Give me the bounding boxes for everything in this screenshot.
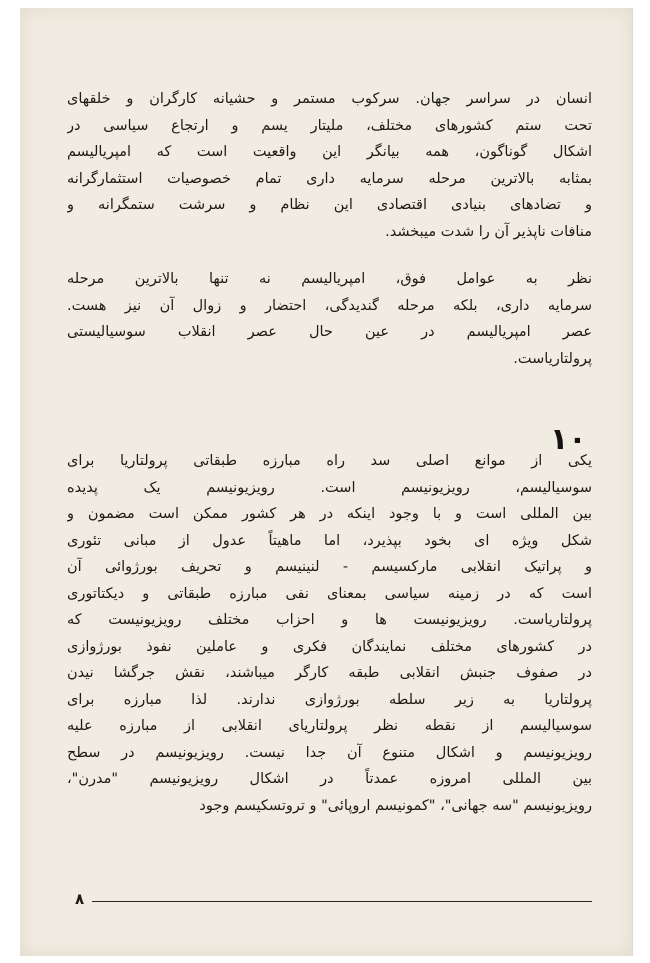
text-line: پرولتاریاست. رویزیونیست ها و احزاب مختلف رویزیونیست که — [67, 612, 592, 628]
section-number: ۱۰ — [550, 422, 587, 457]
paragraph-imperialism-highest-stage — [67, 266, 592, 372]
text-line: بمثابه بالاترین مرحله سرمایه داری تمام خصوصیات استثمارگرانه — [67, 170, 592, 187]
text-line: سوسیالیسم، رویزیونیسم است. رویزیونیسم یک پدیده — [67, 479, 592, 496]
text-line: تحت ستم کشورهای مختلف، ملیتار یسم و ارتجاع سیاسی در — [67, 117, 592, 134]
text-line: و پراتیک انقلابی مارکسیسم - لنینیسم و تحریف بورژوائی آن — [67, 559, 592, 575]
text-line: نظر به عوامل فوق، امپریالیسم نه تنها بالاترین مرحله — [67, 271, 592, 287]
paragraph-imperialism-exploitation — [67, 86, 592, 245]
text-line: انسان در سراسر جهان. سرکوب مستمر و حشیانه کارگران و خلقهای — [67, 91, 592, 107]
text-line: است که در زمینه سیاسی بمعنای نفی مبارزه طبقاتی و دیکتاتوری — [67, 585, 592, 602]
book-page — [20, 8, 633, 956]
text-line: پرولتاریا به زیر سلطه بورژوازی ندارند. لذا مبارزه برای — [67, 691, 592, 708]
paragraph-revisionism — [67, 448, 592, 819]
text-line: در صفوف جنبش انقلابی طبقه کارگر میباشند، نقش جرگشا نیدن — [67, 665, 592, 681]
text-line: بین المللی امروزه عمدتاً در اشکال رویزیونیسم "مدرن"، — [67, 771, 592, 787]
text-line: در کشورهای مختلف نمایندگان فکری و عاملین نفوذ بورژوازی — [67, 638, 592, 655]
text-line: منافات ناپذیر آن را شدت میبخشد. — [385, 223, 592, 240]
text-line: یکی از موانع اصلی سد راه مبارزه طبقاتی پرولتاریا برای — [67, 453, 592, 469]
text-line: رویزیونیسم و اشکال متنوع آن جدا نیست. رویزیونیسم در سطح — [67, 744, 592, 761]
text-line: اشکال گوناگون، همه بیانگر این واقعیت است که امپریالیسم — [67, 144, 592, 160]
text-line: رویزیونیسم "سه جهانی"، "کمونیسم اروپائی" و تروتسکیسم وجود — [199, 797, 592, 814]
page-number: ۸ — [75, 890, 85, 908]
text-line: سرمایه داری، بلکه مرحله گندیدگی، احتضار و زوال آن نیز هست. — [67, 297, 592, 314]
text-line: عصر امپریالیسم در عین حال عصر انقلاب سوسیالیستی — [67, 324, 592, 340]
text-line: پرولتاریاست. — [513, 350, 592, 367]
text-line: بین المللی است و با وجود اینکه در هر کشور ممکن است مضمون و — [67, 506, 592, 522]
text-line: شکل ویژه ای بخود بپذیرد، اما ماهیتاً عدول از مبانی تئوری — [67, 532, 592, 549]
text-line: سوسیالیسم از نقطه نظر پرولتاریای انقلابی از مبارزه علیه — [67, 718, 592, 734]
text-line: و تضادهای بنیادی اقتصادی این نظام و سرشت ستمگرانه و — [67, 197, 592, 213]
footer-rule — [92, 901, 592, 902]
